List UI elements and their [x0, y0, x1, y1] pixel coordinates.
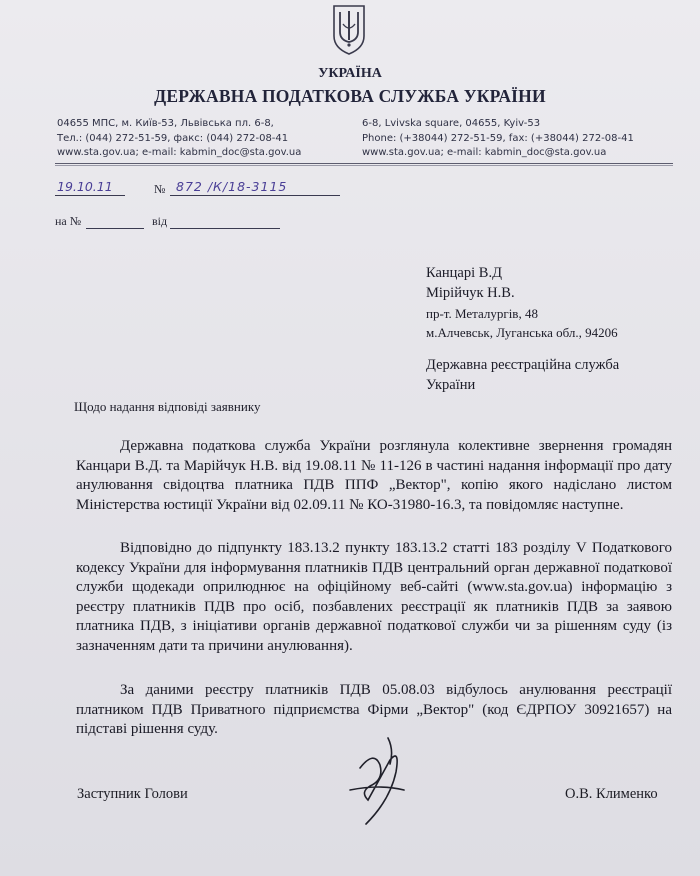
body-paragraph — [76, 539, 672, 656]
address-en-line: 6-8, Lvivska square, 04655, Kyiv-53 — [362, 118, 541, 129]
registration-date: 19.10.11 — [57, 179, 113, 194]
recipient-name: Мірійчук Н.В. — [426, 285, 515, 301]
signatory-title: Заступник Голови — [77, 786, 188, 802]
header-divider-thin — [55, 165, 673, 166]
address-ua-line: Тел.: (044) 272-51-59, факс: (044) 272-08-41 — [57, 132, 289, 144]
body-paragraph — [76, 437, 672, 515]
country-heading: УКРАЇНА — [318, 66, 382, 81]
address-en-line: www.sta.gov.ua; e-mail: kabmin_doc@sta.gov.ua — [362, 147, 607, 158]
header-divider — [55, 163, 673, 164]
recipient-agency: України — [426, 377, 476, 393]
recipient-name: Канцарі В.Д — [426, 265, 502, 281]
reply-to-label: на № — [55, 214, 82, 228]
recipient-address: м.Алчевськ, Луганська обл., 94206 — [426, 325, 618, 340]
from-underline — [170, 228, 280, 229]
recipient-agency: Державна реєстраційна служба — [426, 357, 620, 373]
address-en — [362, 117, 634, 161]
paragraph-text: Відповідно до підпункту 183.13.2 пункту 183.13.2 статті 183 розділу V Податкового кодексу України для інформування платників ПДВ центральний орган державної податкової служби щодекади оприлюднює на офіційному веб-сайті (www.sta.gov.ua) інформацію з реєстру платників ПДВ про осіб, позбавлених реєстрації як платників ПДВ за заявою платника ПДВ, з ініціативи органів державної податкової служби чи за рішенням суду (із зазначенням дати та причини анулювання). — [76, 540, 672, 654]
address-ua — [57, 117, 301, 161]
date-underline — [55, 195, 125, 196]
address-ua-line: 04655 МПС, м. Київ-53, Львівська пл. 6-8, — [57, 118, 274, 129]
letter-subject: Щодо надання відповіді заявнику — [74, 399, 261, 414]
recipient-address: пр-т. Металургів, 48 — [426, 306, 538, 321]
paragraph-text: За даними реєстру платників ПДВ 05.08.03 відбулось анулювання реєстрації платником ПДВ Приватного підприємства Фірми „Вектор" (код ЄДРПОУ 30921657) на підставі рішення суду. — [76, 682, 672, 737]
number-underline — [170, 195, 340, 196]
handwritten-signature — [330, 720, 430, 830]
paragraph-text: Державна податкова служба України розглянула колективне звернення громадян Канцари В.Д. та Марійчук Н.В. від 19.08.11 № 11-126 в частині надання інформації про дату анулювання свідоцтва платника ПДВ ППФ „Вектор", копію якого надіслано листом Міністерства юстиції України від 02.09.11 № КО-31980-16.3, та повідомляє наступне. — [76, 438, 672, 513]
address-ua-line: www.sta.gov.ua; e-mail: kabmin_doc@sta.gov.ua — [57, 147, 302, 158]
from-label: від — [152, 214, 168, 228]
trident-emblem-icon — [329, 2, 369, 56]
signatory-name: О.В. Клименко — [565, 786, 658, 802]
address-en-line: Phone: (+38044) 272-51-59, fax: (+38044) 272-08-41 — [362, 132, 634, 144]
registration-number: 872 /К/18-3115 — [176, 179, 288, 194]
agency-heading: ДЕРЖАВНА ПОДАТКОВА СЛУЖБА УКРАЇНИ — [154, 86, 546, 106]
number-label: № — [154, 182, 166, 196]
reply-to-underline — [86, 228, 144, 229]
